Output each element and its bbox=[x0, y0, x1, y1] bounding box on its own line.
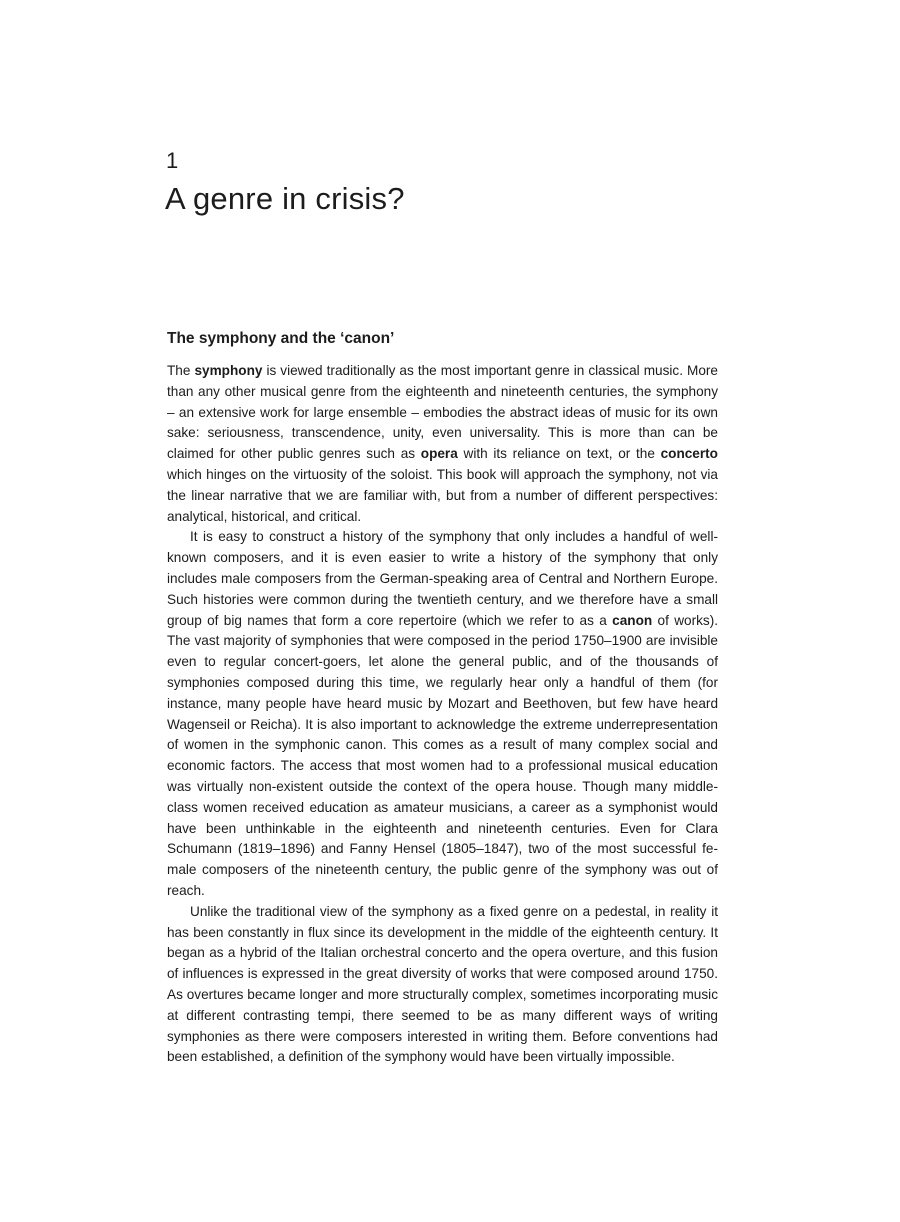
paragraph-text: The bbox=[167, 363, 195, 378]
key-term-opera: opera bbox=[420, 446, 458, 462]
key-term-concerto: concerto bbox=[660, 446, 718, 462]
chapter-title: A genre in crisis? bbox=[165, 181, 405, 216]
paragraph-text: which hinges on the virtuosity of the soloist. This book will approach the symphony, not via the linear narrative that we are familiar with, but from a number of different perspectives: analytical, historical, and critical. bbox=[167, 466, 718, 524]
body-text bbox=[167, 361, 718, 1068]
key-term-canon: canon bbox=[612, 612, 653, 628]
section-heading: The symphony and the ‘canon’ bbox=[167, 330, 395, 347]
paragraph-text: with its reliance on text, or the bbox=[457, 446, 661, 462]
paragraph-text: It is easy to construct a history of the symphony that only includes a handful of well-known composers, and it is even easier to write a history of the symphony that only includes male composers from the German-speaking area of Central and Northern Europe. Such histories were common during the twentieth century, and we therefore have a small group of big names that form a core repertoire (which we refer to as a bbox=[167, 529, 718, 628]
paragraph-text: is viewed traditionally as the most important genre in classical music. More than any other musical genre from the eighteenth and nineteenth centuries, the symphony – an extensive work for large ensemble – embodies the abstract ideas of music for its own sake: seriousness, transcendence, unity, even universality. This is more than can be claimed for other public genres such as bbox=[167, 363, 718, 462]
key-term-symphony: symphony bbox=[194, 363, 263, 378]
chapter-number: 1 bbox=[166, 148, 179, 173]
paragraph-text: Unlike the traditional view of the symphony as a fixed genre on a pedestal, in reality it has been constantly in flux since its development in the middle of the eighteenth century. It began as a hybrid of the Italian orchestral concerto and the opera overture, and this fusion of influences is expressed in the great diversity of works that were composed around 1750. As overtures became longer and more structurally complex, sometimes incorporating music at different contrasting tempi, there seemed to be as many different ways of writing symphonies as there were composers interested in writing them. Before conventions had been established, a definition of the symphony would have been virtually impossible. bbox=[167, 903, 718, 1065]
paragraph-1 bbox=[167, 361, 718, 527]
paragraph-2 bbox=[167, 527, 718, 901]
paragraph-text: of works). The vast majority of symphonies that were composed in the period 1750–1900 are invisible even to regular concert-goers, let alone the general public, and of the thousands of symphonies composed during this time, we regularly hear only a handful of them (for instance, many people have heard music by Mozart and Beethoven, but few have heard Wagenseil or Reicha). It is also important to acknowledge the extreme underrepresentation of women in the symphonic canon. This comes as a result of many complex social and economic factors. The access that most women had to a professional musical education was virtually non-existent outside the context of the opera house. Though many middle-class women received education as amateur musicians, a career as a symphonist would have been unthinkable in the eighteenth and nineteenth centuries. Even for Clara Schumann (1819–1896) and Fanny Hensel (1805–1847), two of the most successful female composers of the nineteenth century, the public genre of the symphony was out of reach. bbox=[167, 612, 718, 898]
paragraph-3 bbox=[167, 902, 718, 1068]
